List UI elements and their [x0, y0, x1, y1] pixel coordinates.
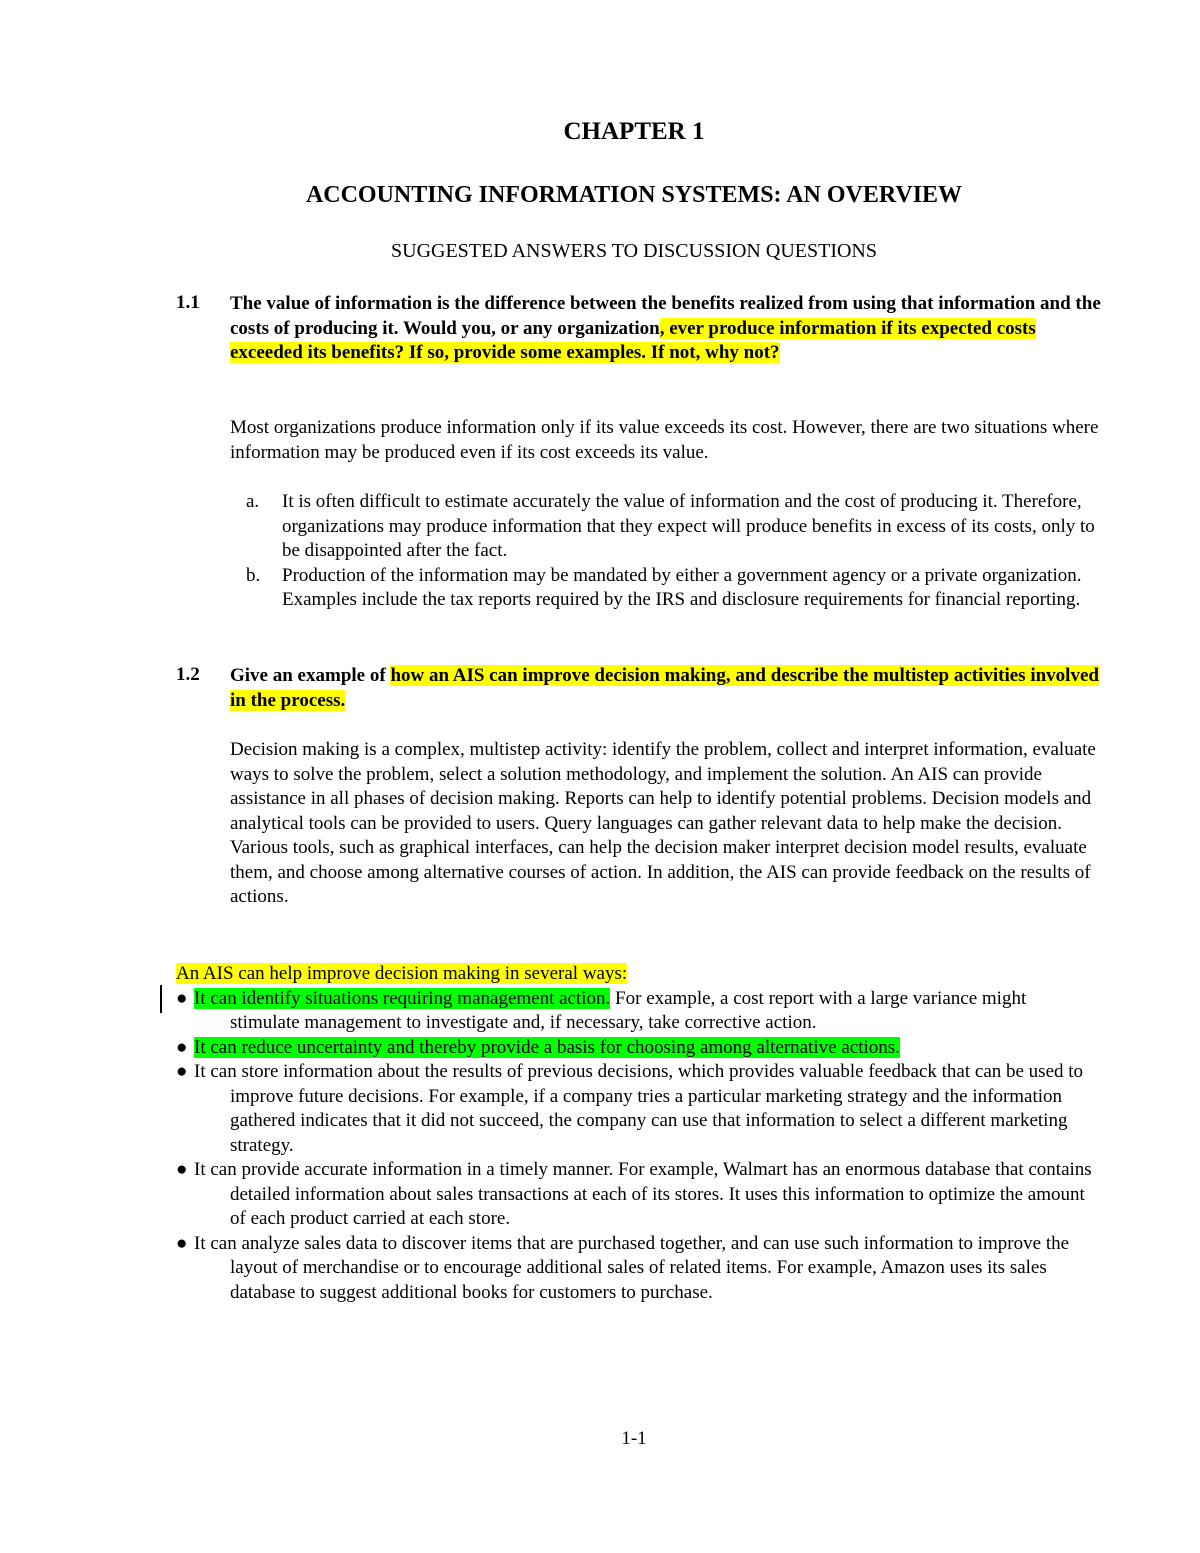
- way-text: It can store information about the results of previous decisions, which provides valuable feedback that can be used to improve future decisions. For example, if a company tries a particular marketing strategy and the information gathered indicates that it did not succeed, the company can use that information to select a different marketing strategy.: [194, 1061, 1084, 1156]
- question-1-1-highlight: , ever produce information if its expected costs exceeded its benefits? If so, provide some examples. If not, why not?: [230, 317, 1036, 363]
- bullet-icon: ●: [176, 1159, 188, 1180]
- list-item: [176, 1060, 1096, 1158]
- way-highlight: It can reduce uncertainty and thereby provide a basis for choosing among alternative actions.: [194, 1036, 900, 1058]
- question-1-1-text: The value of information is the difference between the benefits realized from using that information and the costs of producing it. Would you, or any organization: [230, 293, 1101, 339]
- list-item-text: It is often difficult to estimate accurately the value of information and the cost of producing it. Therefore, organizations may produce information that they expect will produce benefits in excess of its costs, only to be disappointed after the fact.: [282, 491, 1095, 561]
- bullet-icon: ●: [176, 1061, 188, 1082]
- list-item: [176, 1232, 1096, 1306]
- list-item: [176, 1158, 1096, 1232]
- section-subtitle: SUGGESTED ANSWERS TO DISCUSSION QUESTIONS: [391, 240, 877, 262]
- list-item: [230, 564, 1110, 613]
- way-text: For example, a cost report with a large variance might stimulate management to investigate and, if necessary, take corrective action.: [230, 987, 1027, 1033]
- page-number: 1-1: [621, 1428, 647, 1449]
- bullet-icon: ●: [176, 987, 188, 1009]
- ways-intro: An AIS can help improve decision making in several ways:: [176, 963, 628, 984]
- list-item-label: b.: [246, 564, 261, 586]
- question-1-2-text: Give an example of: [230, 665, 391, 686]
- answer-1-1: Most organizations produce information only if its value exceeds its cost. However, there are two situations where information may be produced even if its cost exceeds its value.: [230, 417, 1099, 463]
- bullet-icon: ●: [176, 1232, 188, 1254]
- answer-1-1-list: [230, 490, 1110, 613]
- list-item: [176, 987, 1096, 1036]
- way-text: It can provide accurate information in a timely manner. For example, Walmart has an enormous database that contains detailed information about sales transactions at each of its stores. It uses this information to optimize the amount of each product carried at each store.: [194, 1159, 1092, 1229]
- answer-1-2: Decision making is a complex, multistep activity: identify the problem, collect and interpret information, evaluate ways to solve the problem, select a solution methodology, and implement the solution. An AIS can provide assistance in all phases of decision making. Reports can help to identify potential problems. Decision models and analytical tools can be provided to users. Query languages can gather relevant data to help make the decision. Various tools, such as graphical interfaces, can help the decision maker interpret decision model results, evaluate them, and choose among alternative courses of action. In addition, the AIS can provide feedback on the results of actions.: [230, 739, 1096, 907]
- question-1-2: [230, 664, 1110, 713]
- list-item-label: a.: [246, 491, 260, 512]
- list-item: [176, 1036, 1096, 1061]
- way-text: It can analyze sales data to discover items that are purchased together, and can use such information to improve the layout of merchandise or to encourage additional sales of related items. For example, Amazon uses its sales database to suggest additional books for customers to purchase.: [194, 1232, 1070, 1303]
- list-item-text: Production of the information may be mandated by either a government agency or a private organization. Examples include the tax reports required by the IRS and disclosure requirements for financial reporting.: [282, 564, 1082, 610]
- text-cursor: [160, 985, 162, 1013]
- question-1-2-highlight: how an AIS can improve decision making, and describe the multistep activities involved in the process.: [230, 665, 1099, 711]
- chapter-heading: CHAPTER 1: [563, 118, 705, 145]
- ways-list: [176, 962, 1096, 1305]
- list-item: [230, 490, 1110, 564]
- way-highlight: It can identify situations requiring management action.: [194, 987, 611, 1009]
- bullet-icon: ●: [176, 1036, 188, 1058]
- question-1-1: [230, 292, 1110, 366]
- chapter-title: ACCOUNTING INFORMATION SYSTEMS: AN OVERVIEW: [305, 182, 963, 208]
- question-number-1-1: 1.1: [176, 292, 200, 313]
- question-number-1-2: 1.2: [176, 664, 200, 685]
